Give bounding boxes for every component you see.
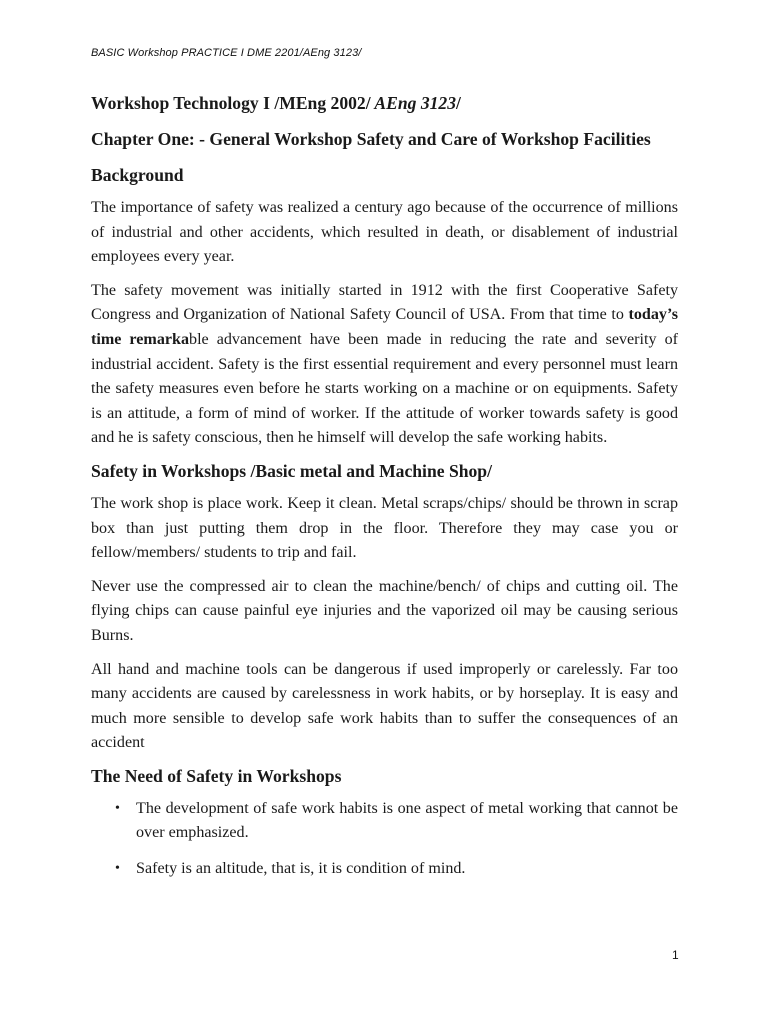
running-header: BASIC Workshop PRACTICE I DME 2201/AEng 3123/	[91, 47, 362, 59]
paragraph-background-2-start: The safety movement was initially started in 1912 with the first Cooperative Safety Congress and Organization of National Safety Council of USA. From that time to	[91, 281, 678, 324]
chapter-title: Chapter One: - General Workshop Safety and Care of Workshop Facilities	[91, 129, 651, 149]
bullet-dot-icon: •	[115, 861, 120, 877]
document-title-tail: /	[456, 93, 461, 113]
bullet-dot-icon: •	[115, 800, 120, 816]
list-item	[91, 797, 678, 846]
paragraph-background-2	[91, 279, 678, 451]
list-item-text: The development of safe work habits is one aspect of metal working that cannot be over emphasized.	[136, 799, 678, 842]
document-title-italic: AEng 3123	[370, 93, 457, 113]
section-heading-safety-in-workshops: Safety in Workshops /Basic metal and Machine Shop/	[91, 460, 492, 481]
paragraph-background-2-bold: today’s time remarka	[91, 306, 678, 348]
bullet-list-need-of-safety	[91, 797, 678, 882]
page-content	[91, 92, 678, 893]
document-title	[91, 92, 678, 114]
list-item	[91, 857, 678, 882]
list-item-text: Safety is an altitude, that is, it is condition of mind.	[136, 860, 466, 878]
paragraph-safety-2: Never use the compressed air to clean the machine/bench/ of chips and cutting oil. The flying chips can cause painful eye injuries and the vaporized oil may be causing serious Burns.	[91, 577, 678, 644]
page-number: 1	[672, 948, 679, 962]
paragraph-safety-3: All hand and machine tools can be dangerous if used improperly or carelessly. Far too many accidents are caused by carelessness in work habits, or by horseplay. It is easy and much more sensible to develop safe work habits than to suffer the consequences of an accident	[91, 660, 678, 752]
section-heading-background: Background	[91, 165, 184, 185]
paragraph-background-1: The importance of safety was realized a century ago because of the occurrence of millions of industrial and other accidents, which resulted in death, or disablement of industrial employees every year.	[91, 199, 678, 266]
paragraph-safety-1: The work shop is place work. Keep it clean. Metal scraps/chips/ should be thrown in scrap box than just putting them drop in the floor. Therefore they may case you or fellow/members/ students to trip and fail.	[91, 494, 678, 562]
section-heading-need-of-safety: The Need of Safety in Workshops	[91, 765, 342, 786]
document-title-main: Workshop Technology I /MEng 2002/	[91, 93, 371, 113]
paragraph-background-2-end: ble advancement have been made in reducing the rate and severity of industrial accident. Safety is the first essential requirement and every personnel must learn the safety measures even before he starts working on a machine or on equipments. Safety is an attitude, a form of mind of worker. If the attitude of worker towards safety is good and he is safety conscious, then he himself will develop the safe working habits.	[91, 330, 678, 447]
